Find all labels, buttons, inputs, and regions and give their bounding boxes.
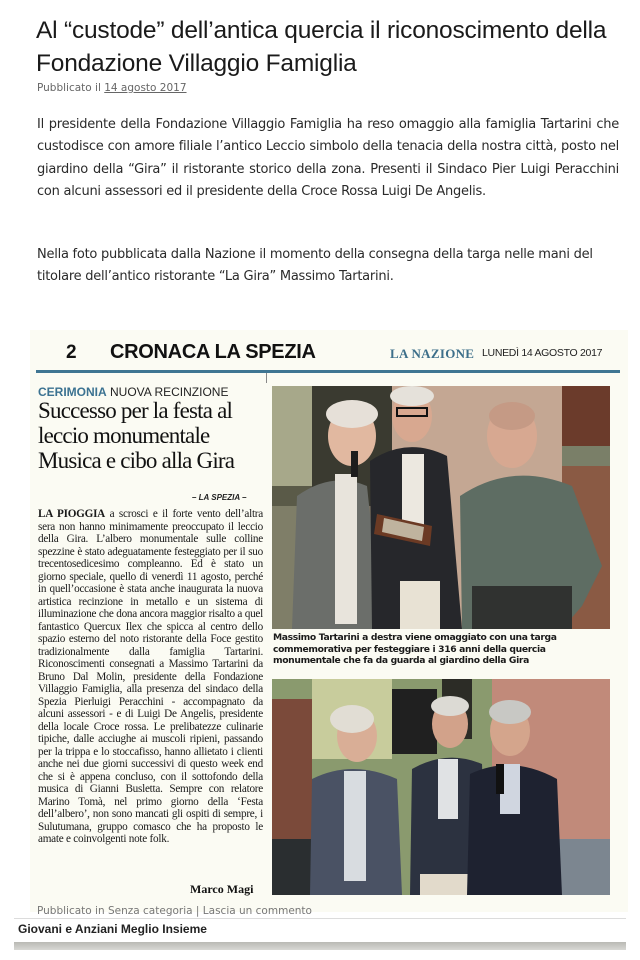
article-kicker — [38, 385, 228, 399]
article-lead: LA PIOGGIA — [38, 508, 105, 520]
leave-comment-link[interactable]: Lascia un commento — [202, 905, 312, 917]
post-paragraph: Il presidente della Fondazione Villaggio Famiglia ha reso omaggio alla famiglia Tartarini che custodisce con amore filiale l’antico Leccio simbolo della tenacia della nostra città, posto nel giardino della “Gira” il ristorante storico della zona. Presenti il Sindaco Pier Luigi Peracchini con alcuni assessori ed il presidente della Croce Rossa Luigi De Angelis. — [37, 117, 619, 200]
newspaper-page-number: 2 — [66, 342, 77, 363]
column-divider — [266, 373, 267, 383]
post-meta — [37, 82, 187, 94]
newspaper-clipping-image — [30, 330, 628, 912]
newspaper-header — [30, 330, 628, 370]
newspaper-name: LA NAZIONE — [390, 346, 475, 361]
post-date-link[interactable]: 14 agosto 2017 — [104, 82, 187, 94]
category-link[interactable]: Senza categoria — [107, 905, 193, 917]
article-body-text: a scrosci e il forte vento dell’altra sera non hanno minimamente preoccupato il leccio della Gira. L’albero monumentale sulle colline spezzine è stato adeguatamente festeggiato per il suo trecentosedicesimo compleanno. Ed è stato un giorno speciale, quello di venerdì 11 agosto, perché in quell’occasione è stata anche inaugurata la nuova artistica recinzione in metallo e un sistema di illuminazione che dona ancora maggior risalto a quel fantastico Quercux Ilex che spicca al centro dello spazio esterno del noto ristorante della Foce gestito tradizionalmente dalla famiglia Tartarini. Riconoscimenti consegnati a Massimo Tartarini da Bruno Dal Molin, presidente della Fondazione Villaggio Famiglia, alla presenza del sindaco della Spezia Pierluigi Peracchini - accompagnato da alcuni assessori - e di Luigi De Angelis, presidente della locale Croce rossa. Le prelibatezze culinarie tipiche, dalle acciughe ai muscoli ripieni, passando per la trippa e lo stoccafisso, hanno allietato i clienti anche nei due giorni successivi di questo week end che si è appena concluso, con il sottofondo della musica di Gianni Busletta. Sempre con relatore Marino Tomà, nel primo giorno della ‘Festa dell’albero’, non sono mancati gli ospiti di sempre, i Sulutumana, gruppo comasco che ha proposto le amate e coinvolgenti note folk. — [38, 508, 263, 845]
article-byline: Marco Magi — [190, 882, 254, 896]
site-name-link[interactable]: Giovani e Anziani Meglio Insieme — [18, 922, 207, 936]
kicker-label: CERIMONIA — [38, 385, 107, 399]
post-meta-prefix: Pubblicato il — [37, 82, 105, 94]
site-footer-bar — [14, 919, 626, 941]
footer-separator: | — [192, 905, 203, 917]
post-paragraph: Nella foto pubblicata dalla Nazione il momento della consegna della targa nelle mani del titolare dell’antico ristorante “La Gira” Massimo Tartarini. — [37, 247, 593, 285]
kicker-text: NUOVA RECINZIONE — [106, 385, 229, 399]
group-photo — [272, 679, 610, 895]
newspaper-header-rule — [36, 370, 620, 373]
article-dateline: – LA SPEZIA – — [192, 493, 247, 502]
site-footer-shadow — [14, 942, 626, 950]
newspaper-issue-date: LUNEDÌ 14 AGOSTO 2017 — [482, 347, 603, 359]
article-headline: Successo per la festa al leccio monumentale Musica e cibo alla Gira — [38, 398, 235, 473]
article-body — [38, 508, 263, 846]
ceremony-photo — [272, 386, 610, 629]
ceremony-photo-illustration — [272, 386, 610, 629]
post-title: Al “custode” dell’antica quercia il riconoscimento della Fondazione Villaggio Famiglia — [36, 17, 607, 77]
post-footer — [37, 905, 312, 917]
group-photo-illustration — [272, 679, 610, 895]
newspaper-section: CRONACA LA SPEZIA — [110, 341, 316, 363]
post-footer-prefix: Pubblicato in — [37, 905, 108, 917]
photo-caption: Massimo Tartarini a destra viene omaggiato con una targa commemorativa per festeggiare i 316 anni della quercia monumentale che fa da guarda al giardino della Gira — [273, 632, 557, 666]
